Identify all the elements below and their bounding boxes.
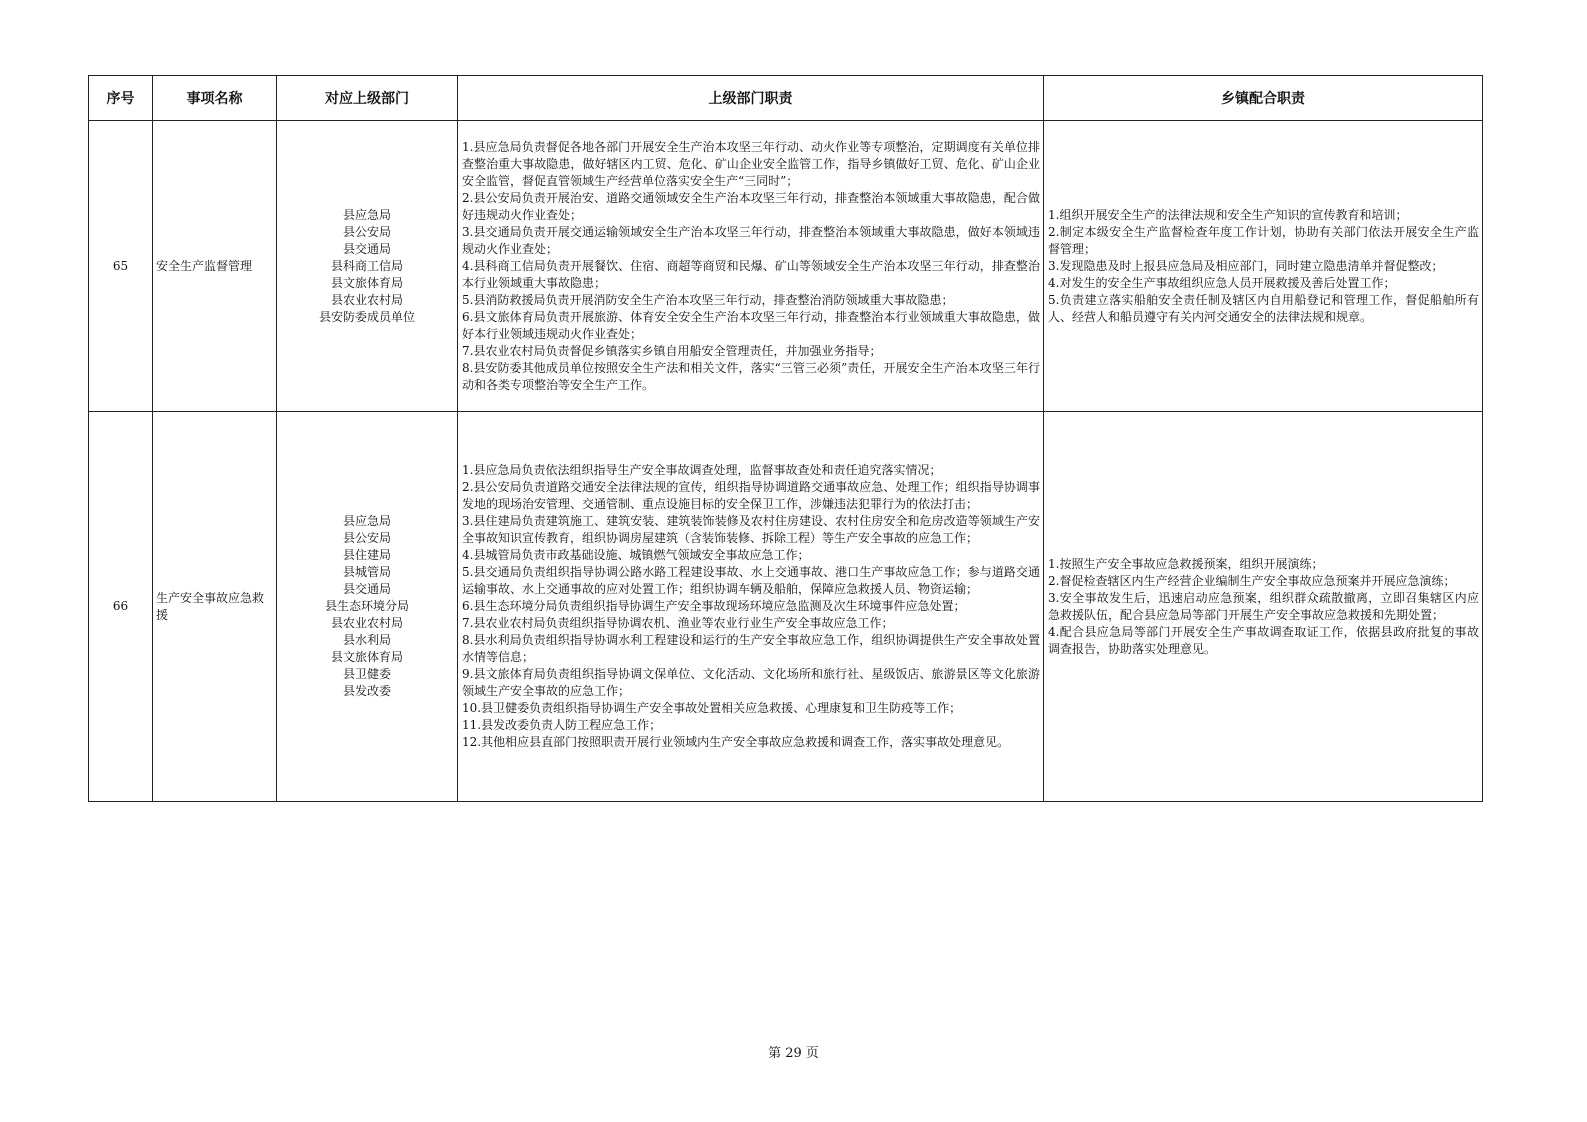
coop-item: 1.组织开展安全生产的法律法规和安全生产知识的宣传教育和培训； <box>1048 207 1408 222</box>
duty-item: 10.县卫健委负责组织指导协调生产安全事故处置相关应急救援、心理康复和卫生防疫等工作； <box>462 701 962 715</box>
header-dept: 对应上级部门 <box>277 76 458 121</box>
duty-item: 3.县住建局负责建筑施工、建筑安装、建筑装饰装修及农村住房建设、农村住房安全和危房改造等领域生产安全事故知识宣传教育，组织协调房屋建筑（含装饰装修、拆除工程）等生产安全事故的应急工作； <box>462 514 1040 545</box>
header-row <box>89 76 1483 121</box>
coop-item: 4.对发生的安全生产事故组织应急人员开展救援及善后处置工作； <box>1048 275 1396 290</box>
coop-item: 5.负责建立落实船舶安全责任制及辖区内自用船登记和管理工作，督促船舶所有人、经营人和船员遵守有关内河交通安全的法律法规和规章。 <box>1048 292 1479 324</box>
duty-item: 4.县科商工信局负责开展餐饮、住宿、商超等商贸和民爆、矿山等领域安全生产治本攻坚三年行动，排查整治本行业领域重大事故隐患； <box>462 258 1040 290</box>
dept-line: 县卫健委 <box>342 667 391 681</box>
duty-cell <box>458 412 1044 802</box>
duty-item: 8.县安防委其他成员单位按照安全生产法和相关文件，落实“三管三必须”责任，开展安全生产治本攻坚三年行动和各类专项整治等安全生产工作。 <box>462 360 1040 392</box>
header-name: 事项名称 <box>153 76 277 121</box>
duty-item: 9.县文旅体育局负责组织指导协调文保单位、文化活动、文化场所和旅行社、星级饭店、旅游景区等文化旅游领域生产安全事故的应急工作； <box>462 667 1040 698</box>
duty-item: 3.县交通局负责开展交通运输领域安全生产治本攻坚三年行动，排查整治本领域重大事故隐患，做好本领域违规动火作业查处； <box>462 224 1040 256</box>
duty-item: 1.县应急局负责督促各地各部门开展安全生产治本攻坚三年行动、动火作业等专项整治，定期调度有关单位排查整治重大事故隐患，做好辖区内工贸、危化、矿山企业安全监管工作，指导乡镇做好工贸、危化、矿山企业安全监管，督促直管领域生产经营单位落实安全生产“三同时”； <box>462 139 1040 188</box>
duty-item: 8.县水利局负责组织指导协调水利工程建设和运行的生产安全事故应急工作，组织协调提供生产安全事故处置水情等信息； <box>462 633 1040 664</box>
row-number: 66 <box>89 412 153 802</box>
dept-line: 县应急局 <box>342 207 391 222</box>
duty-item: 5.县消防救援局负责开展消防安全生产治本攻坚三年行动，排查整治消防领域重大事故隐患； <box>462 292 954 307</box>
coop-item: 1.按照生产安全事故应急救援预案，组织开展演练； <box>1048 556 1324 571</box>
duty-item: 6.县生态环境分局负责组织指导协调生产安全事故现场环境应急监测及次生环境事件应急处置； <box>462 599 966 613</box>
dept-line: 县安防委成员单位 <box>318 309 415 324</box>
dept-cell <box>277 121 458 412</box>
coop-item: 4.配合县应急局等部门开展安全生产事故调查取证工作，依据县政府批复的事故调查报告，协助落实处理意见。 <box>1048 624 1479 656</box>
header-coop: 乡镇配合职责 <box>1044 76 1483 121</box>
table-row <box>89 412 1483 802</box>
duty-item: 6.县文旅体育局负责开展旅游、体育安全安全生产治本攻坚三年行动，排查整治本行业领域重大事故隐患，做好本行业领域违规动火作业查处； <box>462 309 1040 341</box>
duty-item: 2.县公安局负责道路交通安全法律法规的宣传，组织指导协调道路交通事故应急、处理工作；组织指导协调事发地的现场治安管理、交通管制、重点设施目标的安全保卫工作，涉嫌违法犯罪行为的依法打击； <box>462 480 1040 511</box>
dept-line: 县公安局 <box>342 531 391 545</box>
coop-item: 3.发现隐患及时上报县应急局及相应部门，同时建立隐患清单并督促整改； <box>1048 258 1444 273</box>
duty-item: 12.其他相应县直部门按照职责开展行业领域内生产安全事故应急救援和调查工作，落实事故处理意见。 <box>462 735 1010 749</box>
dept-line: 县城管局 <box>342 565 391 579</box>
duty-item: 11.县发改委负责人防工程应急工作； <box>462 718 662 732</box>
coop-item: 2.督促检查辖区内生产经营企业编制生产安全事故应急预案并开展应急演练； <box>1048 573 1456 588</box>
dept-cell <box>277 412 458 802</box>
header-duty: 上级部门职责 <box>458 76 1044 121</box>
item-name: 安全生产监督管理 <box>153 121 277 412</box>
duty-item: 2.县公安局负责开展治安、道路交通领域安全生产治本攻坚三年行动，排查整治本领域重大事故隐患，配合做好违规动火作业查处； <box>462 190 1040 222</box>
dept-line: 县农业农村局 <box>330 292 403 307</box>
dept-line: 县科商工信局 <box>330 258 403 273</box>
dept-line: 县住建局 <box>342 548 391 562</box>
dept-line: 县文旅体育局 <box>330 275 403 290</box>
dept-line: 县公安局 <box>342 224 391 239</box>
page-number: 第 29 页 <box>768 1046 819 1061</box>
duty-cell <box>458 121 1044 412</box>
duty-item: 1.县应急局负责依法组织指导生产安全事故调查处理，监督事故查处和责任追究落实情况； <box>462 463 942 477</box>
dept-line: 县农业农村局 <box>330 616 403 630</box>
coop-item: 2.制定本级安全生产监督检查年度工作计划，协助有关部门依法开展安全生产监督管理； <box>1048 224 1479 256</box>
dept-line: 县水利局 <box>342 633 391 647</box>
dept-line: 县发改委 <box>342 684 391 698</box>
dept-line: 县生态环境分局 <box>324 599 409 613</box>
duty-item: 7.县农业农村局负责组织指导协调农机、渔业等农业行业生产安全事故应急工作； <box>462 616 894 630</box>
item-name: 生产安全事故应急救援 <box>153 412 277 802</box>
header-no: 序号 <box>89 76 153 121</box>
duty-table <box>88 75 1483 802</box>
dept-line: 县应急局 <box>342 514 391 528</box>
dept-line: 县交通局 <box>342 582 391 596</box>
dept-line: 县交通局 <box>342 241 391 256</box>
duty-item: 7.县农业农村局负责督促乡镇落实乡镇自用船安全管理责任，并加强业务指导； <box>462 343 882 358</box>
coop-cell <box>1044 121 1483 412</box>
duty-item: 4.县城管局负责市政基础设施、城镇燃气领域安全事故应急工作； <box>462 548 810 562</box>
dept-line: 县文旅体育局 <box>330 650 403 664</box>
row-number: 65 <box>89 121 153 412</box>
duty-item: 5.县交通局负责组织指导协调公路水路工程建设事故、水上交通事故、港口生产事故应急工作；参与道路交通运输事故、水上交通事故的应对处置工作；组织协调车辆及船舶，保障应急救援人员、物资运输； <box>462 565 1040 596</box>
table-row <box>89 121 1483 412</box>
coop-cell <box>1044 412 1483 802</box>
coop-item: 3.安全事故发生后，迅速启动应急预案，组织群众疏散撤离，立即召集辖区内应急救援队伍，配合县应急局等部门开展生产安全事故应急救援和先期处置； <box>1048 590 1479 622</box>
